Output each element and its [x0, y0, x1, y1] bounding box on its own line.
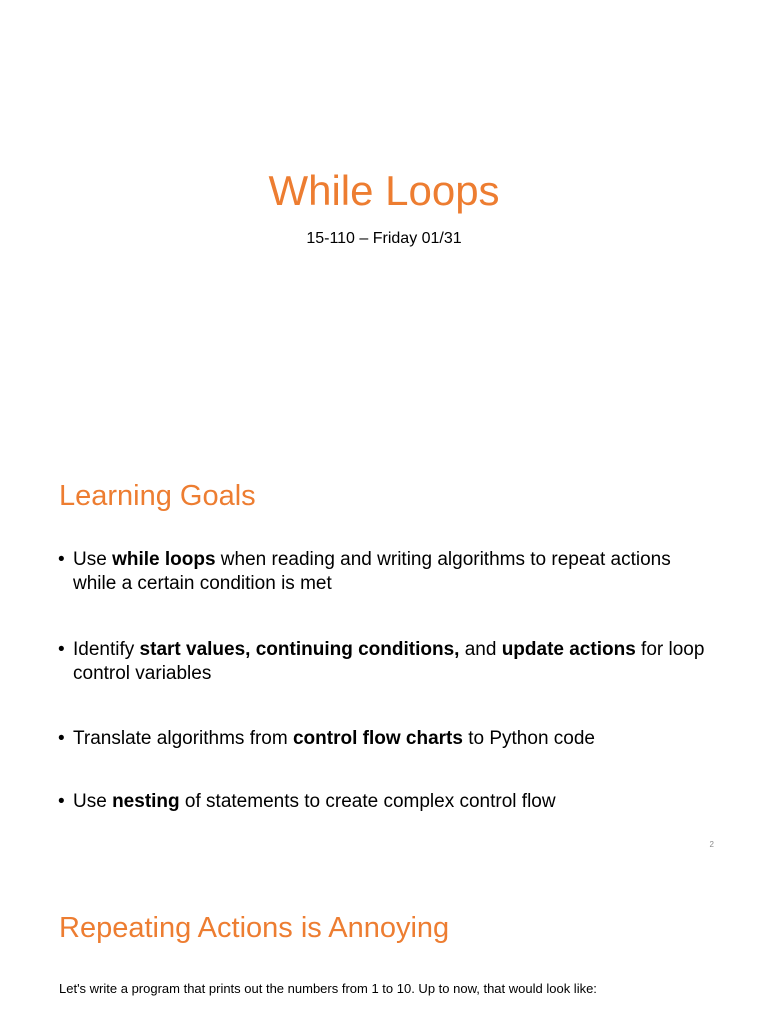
slide-repeating-actions	[0, 864, 768, 1024]
bold-term: nesting	[112, 791, 180, 812]
bullet-text: and	[459, 639, 502, 660]
bullet-text: Translate algorithms from	[73, 728, 293, 749]
slide-title-heading: While Loops	[268, 167, 500, 214]
learning-goal-item	[58, 727, 718, 751]
page-number: 2	[709, 840, 714, 849]
learning-goal-item	[58, 638, 718, 686]
bullet-text: to Python code	[462, 728, 595, 749]
bullet-text: Identify	[73, 639, 140, 660]
slide-subtitle: 15-110 – Friday 01/31	[306, 230, 462, 247]
bold-term: while loops	[112, 549, 216, 570]
bullet-text: when reading and writing algorithms to repeat actions while a certain condition is met	[73, 549, 671, 594]
bullet-text: of statements to create complex control flow	[179, 791, 556, 812]
bullet-text: for loop control variables	[73, 639, 705, 684]
learning-goals-heading: Learning Goals	[59, 480, 256, 512]
bold-term: update actions	[501, 639, 636, 660]
repeating-actions-heading: Repeating Actions is Annoying	[59, 912, 450, 944]
bold-term: start values, continuing conditions,	[139, 639, 460, 660]
bullet-text: Use	[73, 791, 113, 812]
slide-body-text: Let's write a program that prints out the numbers from 1 to 10. Up to now, that would look like:	[59, 981, 597, 996]
learning-goal-item	[58, 548, 718, 596]
learning-goal-item	[58, 790, 718, 814]
slide-title	[0, 0, 768, 432]
bold-term: control flow charts	[292, 728, 463, 749]
slide-learning-goals	[0, 432, 768, 864]
bullet-text: Use	[73, 549, 113, 570]
